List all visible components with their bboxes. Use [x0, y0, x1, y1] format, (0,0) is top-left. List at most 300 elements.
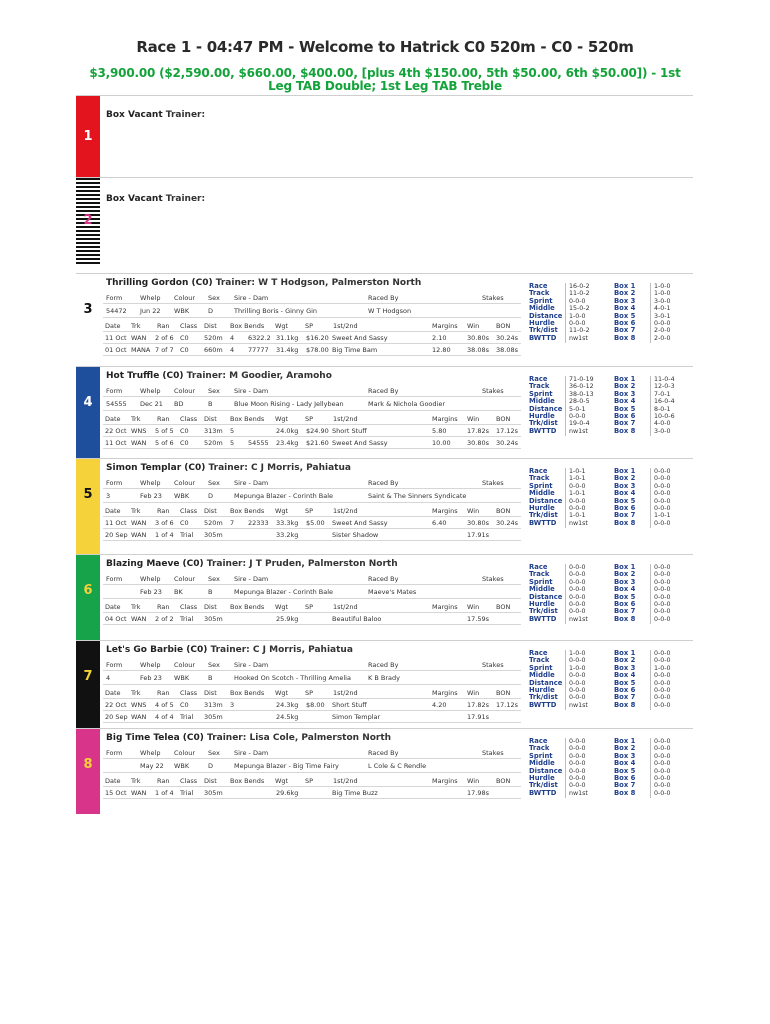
col-header-form: Form [106, 661, 123, 669]
col-header-whelp: Whelp [140, 661, 161, 669]
divider [103, 488, 521, 489]
run-dist: 305m [204, 713, 223, 721]
divider [103, 317, 521, 318]
col-header-wgt: Wgt [275, 415, 289, 423]
runner-header [106, 371, 332, 381]
runner-sire-dam: Mepunga Blazer - Corinth Bale [234, 492, 334, 500]
run-box: 3 [230, 701, 235, 709]
divider [103, 584, 521, 585]
run-margins: 6.40 [432, 519, 447, 527]
run-ran: 4 of 5 [155, 701, 174, 709]
runner-name: Blazing Maeve (C0) [106, 559, 204, 569]
col-header-margins: Margins [432, 322, 458, 330]
trainer-name: Trainer: C J Morris, Pahiatua [208, 463, 351, 473]
runner-colour: WBK [174, 307, 190, 315]
run-win: 38.08s [467, 346, 489, 354]
col-header-wgt: Wgt [275, 322, 289, 330]
col-header-win: Win [467, 415, 480, 423]
col-header-ran: Ran [157, 322, 170, 330]
col-header-form: Form [106, 387, 123, 395]
trainer-label: Trainer: [165, 110, 206, 120]
col-header-sp: SP [305, 689, 314, 697]
runner-form: 54555 [106, 400, 127, 408]
stats-labels: Race Track Sprint Middle Distance Hurdle Trk/dist BWTTD [529, 649, 563, 709]
run-sp: $16.20 [306, 334, 329, 342]
runner-whelp: Feb 23 [140, 492, 162, 500]
run-class: Trial [180, 713, 194, 721]
col-header-wgt: Wgt [275, 603, 289, 611]
run-trk: WAN [131, 713, 147, 721]
run-dist: 520m [204, 519, 223, 527]
box-labels: Box 1 Box 2 Box 3 Box 4 Box 5 Box 6 Box 7 Box 8 [614, 649, 636, 709]
run-ran: 5 of 5 [155, 427, 174, 435]
col-header-date: Date [105, 507, 121, 515]
col-header-first-second: 1st/2nd [333, 689, 358, 697]
col-header-ran: Ran [157, 689, 170, 697]
col-header-bon: BON [496, 322, 511, 330]
col-header-sire-dam: Sire - Dam [234, 661, 269, 669]
col-header-raced-by: Raced By [368, 575, 399, 583]
col-header-stakes: Stakes [482, 749, 504, 757]
run-wgt: 33.3kg [276, 519, 299, 527]
col-header-bon: BON [496, 415, 511, 423]
runner-whelp: Dec 21 [140, 400, 163, 408]
box-number: 1 [83, 129, 93, 144]
col-header-trk: Trk [131, 689, 141, 697]
runner-sire-dam: Thrilling Boris - Ginny Gin [234, 307, 318, 315]
runner-sire-dam: Blue Moon Rising - Lady Jellybean [234, 400, 344, 408]
run-dist: 660m [204, 346, 223, 354]
run-win: 30.80s [467, 519, 489, 527]
vacant-label: Box Vacant [106, 110, 163, 120]
race-prize-subtitle: $3,900.00 ($2,590.00, $660.00, $400.00, [plus 4th $150.00, 5th $50.00, 6th $50.00]) - 1st Leg TAB Double; 1st Leg TAB Treble [89, 66, 681, 93]
box-labels: Box 1 Box 2 Box 3 Box 4 Box 5 Box 6 Box 7 Box 8 [614, 737, 636, 797]
col-header-sp: SP [305, 507, 314, 515]
box-number: 3 [83, 302, 93, 317]
run-bends: 22333 [248, 519, 269, 527]
col-header-raced-by: Raced By [368, 479, 399, 487]
run-trk: MANA [131, 346, 151, 354]
run-win: 30.80s [467, 439, 489, 447]
col-header-bends: Box Bends [230, 603, 265, 611]
stats-values: 16-0-2 11-0-2 0-0-0 15-0-2 1-0-0 0-0-0 11-0-2 nw1st [569, 283, 590, 342]
run-first: Sweet And Sassy [332, 334, 388, 342]
col-header-form: Form [106, 479, 123, 487]
box-number: 6 [83, 583, 93, 598]
col-header-class: Class [180, 603, 198, 611]
run-class: C0 [180, 439, 189, 447]
col-header-whelp: Whelp [140, 749, 161, 757]
runner-sex: B [208, 674, 213, 682]
run-wgt: 25.9kg [276, 615, 299, 623]
run-box: 4 [230, 346, 235, 354]
col-header-wgt: Wgt [275, 689, 289, 697]
run-sp: $78.00 [306, 346, 329, 354]
run-win: 30.80s [467, 334, 489, 342]
col-header-stakes: Stakes [482, 661, 504, 669]
col-header-date: Date [105, 777, 121, 785]
col-header-sex: Sex [208, 479, 220, 487]
run-ran: 1 of 4 [155, 789, 174, 797]
runner-sex: D [208, 307, 214, 315]
run-win: 17.82s [467, 701, 489, 709]
col-header-wgt: Wgt [275, 777, 289, 785]
col-header-class: Class [180, 322, 198, 330]
trainer-name: Trainer: W T Hodgson, Palmerston North [215, 278, 422, 288]
trainer-name: Trainer: M Goodier, Aramoho [186, 371, 332, 381]
run-win: 17.98s [467, 789, 489, 797]
box-values: 0-0-0 0-0-0 0-0-0 0-0-0 0-0-0 0-0-0 0-0-0 0-0-0 [654, 564, 671, 623]
col-header-sire-dam: Sire - Dam [234, 387, 269, 395]
col-header-whelp: Whelp [140, 575, 161, 583]
box-labels: Box 1 Box 2 Box 3 Box 4 Box 5 Box 6 Box 7 Box 8 [614, 375, 636, 435]
run-class: Trial [180, 789, 194, 797]
col-header-sire-dam: Sire - Dam [234, 479, 269, 487]
runner-colour: WBK [174, 762, 190, 770]
box-color-block [76, 274, 100, 367]
run-dist: 520m [204, 439, 223, 447]
runner-name: Let's Go Barbie (C0) [106, 645, 208, 655]
trainer-name: Trainer: J T Pruden, Palmerston North [206, 559, 398, 569]
run-date: 11 Oct [105, 519, 127, 527]
runner-header [106, 733, 391, 743]
run-first: Sister Shadow [332, 531, 379, 539]
run-class: C0 [180, 346, 189, 354]
stats-labels: Race Track Sprint Middle Distance Hurdle Trk/dist BWTTD [529, 467, 563, 527]
col-header-ran: Ran [157, 415, 170, 423]
runner-section [76, 273, 693, 367]
run-margins: 12.80 [432, 346, 451, 354]
runner-name: Big Time Telea (C0) [106, 733, 204, 743]
col-header-raced-by: Raced By [368, 294, 399, 302]
divider [565, 468, 566, 528]
divider [650, 468, 651, 528]
runner-header [106, 278, 421, 288]
col-header-date: Date [105, 603, 121, 611]
col-header-first-second: 1st/2nd [333, 507, 358, 515]
col-header-colour: Colour [174, 387, 196, 395]
col-header-colour: Colour [174, 294, 196, 302]
run-date: 11 Oct [105, 334, 127, 342]
divider [103, 722, 521, 723]
runner-colour: BK [174, 588, 183, 596]
divider [565, 650, 566, 710]
col-header-sex: Sex [208, 294, 220, 302]
box-labels: Box 1 Box 2 Box 3 Box 4 Box 5 Box 6 Box 7 Box 8 [614, 282, 636, 342]
box-number: 8 [83, 757, 93, 772]
col-header-ran: Ran [157, 507, 170, 515]
race-title: Race 1 - 04:47 PM - Welcome to Hatrick C0 520m - C0 - 520m [136, 38, 634, 56]
run-bon: 30.24s [496, 334, 518, 342]
col-header-bon: BON [496, 603, 511, 611]
col-header-margins: Margins [432, 415, 458, 423]
divider [103, 598, 521, 599]
run-wgt: 24.5kg [276, 713, 299, 721]
box-number: 2 [83, 213, 93, 228]
run-wgt: 31.4kg [276, 346, 299, 354]
col-header-stakes: Stakes [482, 575, 504, 583]
run-ran: 5 of 6 [155, 439, 174, 447]
stats-values: 1-0-0 0-0-0 1-0-0 0-0-0 0-0-0 0-0-0 0-0-0 nw1st [569, 650, 588, 709]
divider [103, 786, 521, 787]
stats-values: 0-0-0 0-0-0 0-0-0 0-0-0 0-0-0 0-0-0 0-0-0 nw1st [569, 738, 588, 797]
col-header-bon: BON [496, 777, 511, 785]
divider [103, 516, 521, 517]
box-color-block [76, 555, 100, 641]
col-header-sex: Sex [208, 661, 220, 669]
runner-raced-by: K B Brady [368, 674, 400, 682]
runner-name: Hot Truffle (C0) [106, 371, 184, 381]
runner-section [76, 640, 693, 729]
run-ran: 2 of 6 [155, 334, 174, 342]
run-wgt: 24.3kg [276, 701, 299, 709]
col-header-trk: Trk [131, 777, 141, 785]
divider [103, 698, 521, 699]
col-header-raced-by: Raced By [368, 661, 399, 669]
col-header-bends: Box Bends [230, 689, 265, 697]
col-header-sire-dam: Sire - Dam [234, 294, 269, 302]
run-class: C0 [180, 519, 189, 527]
col-header-bends: Box Bends [230, 322, 265, 330]
col-header-trk: Trk [131, 603, 141, 611]
runner-raced-by: L Cole & C Rendle [368, 762, 427, 770]
run-bends: 77777 [248, 346, 269, 354]
run-first: Sweet And Sassy [332, 439, 388, 447]
runner-raced-by: Saint & The Sinners Syndicate [368, 492, 467, 500]
col-header-raced-by: Raced By [368, 749, 399, 757]
col-header-form: Form [106, 294, 123, 302]
run-box: 5 [230, 439, 235, 447]
divider [103, 612, 521, 613]
runner-section [76, 458, 693, 555]
run-first: Sweet And Sassy [332, 519, 388, 527]
runner-header [106, 463, 351, 473]
run-date: 15 Oct [105, 789, 127, 797]
col-header-whelp: Whelp [140, 479, 161, 487]
runner-header [106, 559, 398, 569]
divider [103, 528, 521, 529]
runner-section [76, 366, 693, 459]
run-bends: 6322.2 [248, 334, 271, 342]
runner-form: 54472 [106, 307, 127, 315]
run-date: 20 Sep [105, 531, 128, 539]
vacant-label: Box Vacant [106, 194, 163, 204]
divider [103, 355, 521, 356]
col-header-sp: SP [305, 603, 314, 611]
trainer-name: Trainer: C J Morris, Pahiatua [210, 645, 353, 655]
col-header-dist: Dist [204, 689, 217, 697]
run-sp: $8.00 [306, 701, 325, 709]
run-date: 20 Sep [105, 713, 128, 721]
col-header-margins: Margins [432, 689, 458, 697]
run-win: 17.91s [467, 713, 489, 721]
runner-whelp: Feb 23 [140, 674, 162, 682]
col-header-sire-dam: Sire - Dam [234, 575, 269, 583]
col-header-form: Form [106, 749, 123, 757]
col-header-date: Date [105, 415, 121, 423]
run-class: Trial [180, 615, 194, 623]
col-header-first-second: 1st/2nd [333, 322, 358, 330]
divider [650, 376, 651, 436]
divider [650, 650, 651, 710]
col-header-margins: Margins [432, 603, 458, 611]
run-box: 5 [230, 427, 235, 435]
col-header-class: Class [180, 415, 198, 423]
col-header-sp: SP [305, 322, 314, 330]
run-margins: 4.20 [432, 701, 447, 709]
vacant-header [106, 110, 205, 120]
run-bon: 30.24s [496, 519, 518, 527]
col-header-class: Class [180, 689, 198, 697]
divider [103, 710, 521, 711]
run-sp: $21.60 [306, 439, 329, 447]
runner-sire-dam: Hooked On Scotch - Thrilling Amelia [234, 674, 351, 682]
run-class: Trial [180, 531, 194, 539]
col-header-stakes: Stakes [482, 294, 504, 302]
col-header-bon: BON [496, 507, 511, 515]
runner-sex: D [208, 492, 214, 500]
run-margins: 5.80 [432, 427, 447, 435]
run-wgt: 33.2kg [276, 531, 299, 539]
stats-labels: Race Track Sprint Middle Distance Hurdle Trk/dist BWTTD [529, 282, 563, 342]
run-trk: WAN [131, 531, 147, 539]
run-first: Short Stuff [332, 427, 367, 435]
run-sp: $5.00 [306, 519, 325, 527]
run-bends: 54555 [248, 439, 269, 447]
run-box: 7 [230, 519, 235, 527]
box-color-block [76, 367, 100, 459]
col-header-win: Win [467, 689, 480, 697]
col-header-margins: Margins [432, 777, 458, 785]
run-date: 04 Oct [105, 615, 127, 623]
run-win: 17.59s [467, 615, 489, 623]
box-values: 0-0-0 0-0-0 0-0-0 0-0-0 0-0-0 0-0-0 1-0-1 0-0-0 [654, 468, 671, 527]
col-header-wgt: Wgt [275, 507, 289, 515]
run-dist: 313m [204, 427, 223, 435]
divider [565, 564, 566, 624]
col-header-sex: Sex [208, 387, 220, 395]
col-header-date: Date [105, 322, 121, 330]
box-color-block [76, 641, 100, 729]
col-header-trk: Trk [131, 507, 141, 515]
divider [650, 564, 651, 624]
col-header-win: Win [467, 777, 480, 785]
divider [103, 502, 521, 503]
run-wgt: 24.0kg [276, 427, 299, 435]
runner-name: Simon Templar (C0) [106, 463, 206, 473]
run-bon: 17.12s [496, 427, 518, 435]
run-wgt: 29.6kg [276, 789, 299, 797]
box-color-block [76, 459, 100, 555]
run-trk: WAN [131, 439, 147, 447]
run-box: 4 [230, 334, 235, 342]
run-first: Big Time Bam [332, 346, 378, 354]
col-header-sex: Sex [208, 575, 220, 583]
divider [103, 624, 521, 625]
col-header-dist: Dist [204, 415, 217, 423]
run-margins: 10.00 [432, 439, 451, 447]
run-date: 22 Oct [105, 427, 127, 435]
run-dist: 305m [204, 789, 223, 797]
col-header-colour: Colour [174, 479, 196, 487]
divider [103, 758, 521, 759]
col-header-sp: SP [305, 415, 314, 423]
divider [103, 798, 521, 799]
runner-section [76, 554, 693, 641]
col-header-class: Class [180, 777, 198, 785]
col-header-raced-by: Raced By [368, 387, 399, 395]
run-class: C0 [180, 427, 189, 435]
box-values: 11-0-4 12-0-3 7-0-1 16-0-4 8-0-1 10-0-6 4-0-0 3-0-0 [654, 376, 675, 435]
run-date: 11 Oct [105, 439, 127, 447]
trainer-label: Trainer: [165, 194, 206, 204]
runner-raced-by: Maeve's Mates [368, 588, 417, 596]
col-header-colour: Colour [174, 661, 196, 669]
divider [103, 396, 521, 397]
col-header-win: Win [467, 507, 480, 515]
divider [103, 424, 521, 425]
run-ran: 2 of 2 [155, 615, 174, 623]
vacant-box-section [76, 95, 693, 178]
runner-colour: BD [174, 400, 184, 408]
stats-values: 1-0-1 1-0-1 0-0-0 1-0-1 0-0-0 0-0-0 1-0-1 nw1st [569, 468, 588, 527]
box-values: 1-0-0 1-0-0 3-0-0 4-0-1 3-0-1 0-0-0 2-0-0 2-0-0 [654, 283, 671, 342]
runner-section [76, 728, 693, 814]
run-bon: 38.08s [496, 346, 518, 354]
divider [103, 343, 521, 344]
runner-whelp: Jun 22 [140, 307, 161, 315]
runner-sex: D [208, 762, 214, 770]
divider [103, 670, 521, 671]
divider [103, 303, 521, 304]
runner-header [106, 645, 353, 655]
stats-labels: Race Track Sprint Middle Distance Hurdle Trk/dist BWTTD [529, 563, 563, 623]
runner-sex: B [208, 400, 213, 408]
col-header-dist: Dist [204, 322, 217, 330]
col-header-first-second: 1st/2nd [333, 777, 358, 785]
box-number: 7 [83, 669, 93, 684]
run-win: 17.82s [467, 427, 489, 435]
run-dist: 313m [204, 701, 223, 709]
col-header-form: Form [106, 575, 123, 583]
col-header-class: Class [180, 507, 198, 515]
box-values: 0-0-0 0-0-0 0-0-0 0-0-0 0-0-0 0-0-0 0-0-0 0-0-0 [654, 738, 671, 797]
vacant-box-section [76, 177, 693, 266]
box-labels: Box 1 Box 2 Box 3 Box 4 Box 5 Box 6 Box 7 Box 8 [614, 563, 636, 623]
box-number: 4 [83, 395, 93, 410]
runner-whelp: May 22 [140, 762, 164, 770]
divider [565, 283, 566, 343]
run-dist: 520m [204, 334, 223, 342]
col-header-bends: Box Bends [230, 415, 265, 423]
divider [103, 448, 521, 449]
col-header-colour: Colour [174, 575, 196, 583]
col-header-ran: Ran [157, 777, 170, 785]
col-header-dist: Dist [204, 777, 217, 785]
vacant-header [106, 194, 205, 204]
run-ran: 1 of 4 [155, 531, 174, 539]
col-header-trk: Trk [131, 322, 141, 330]
col-header-dist: Dist [204, 507, 217, 515]
stats-labels: Race Track Sprint Middle Distance Hurdle Trk/dist BWTTD [529, 737, 563, 797]
col-header-first-second: 1st/2nd [333, 603, 358, 611]
run-bon: 17.12s [496, 701, 518, 709]
runner-name: Thrilling Gordon (C0) [106, 278, 213, 288]
col-header-ran: Ran [157, 603, 170, 611]
divider [565, 376, 566, 436]
run-first: Beautiful Baloo [332, 615, 382, 623]
col-header-win: Win [467, 603, 480, 611]
